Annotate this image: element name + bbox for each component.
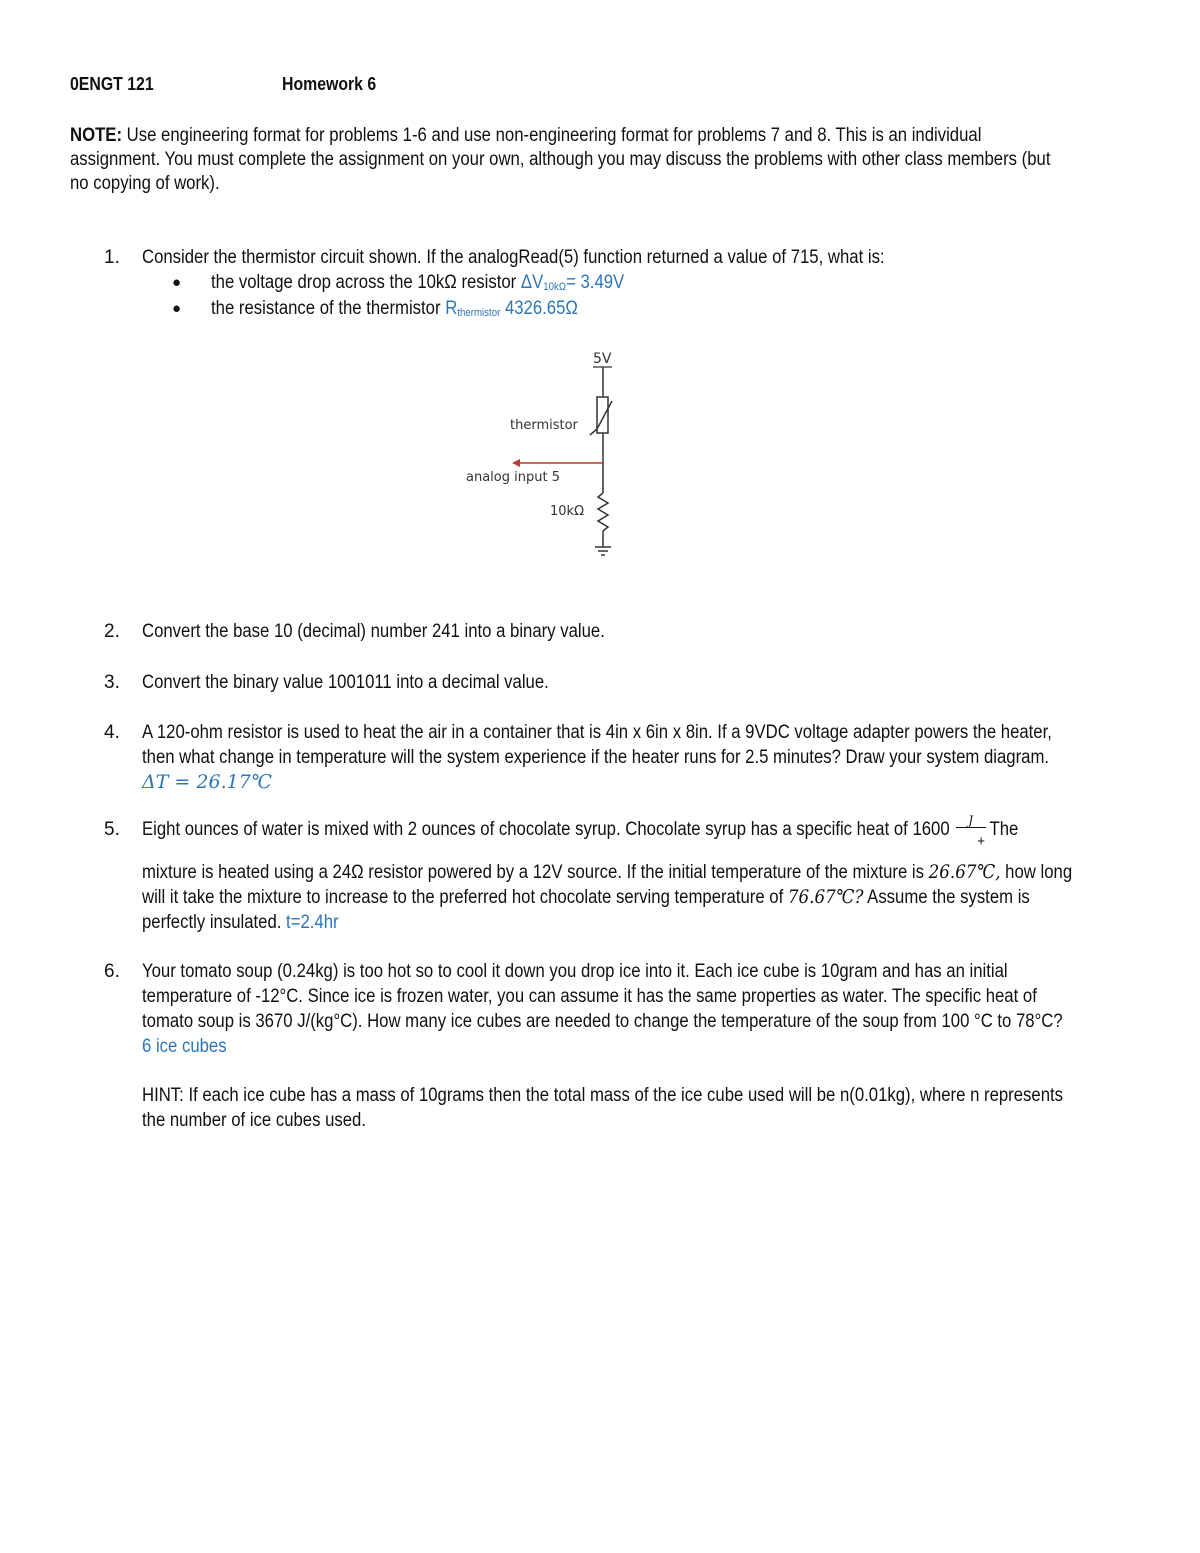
question-text-line-2: temperature of -12°C. Since ice is frozen water, you can assume it has the same properties as water. The specific heat of xyxy=(142,986,1037,1007)
analog-input-label: analog input 5 xyxy=(466,470,560,485)
question-text-line-1: Eight ounces of water is mixed with 2 ounces of chocolate syrup. Chocolate syrup has a specific heat of 1600 xyxy=(142,819,950,840)
temperature-answer: ΔT = 26.17℃ xyxy=(142,771,273,793)
voltage-answer: ΔV10kΩ= 3.49V xyxy=(520,272,625,293)
serving-temperature: 76.67℃? xyxy=(787,886,864,908)
note-line-2: assignment. You must complete the assignment on your own, although you may discuss the problems with other class members (but xyxy=(70,149,1051,170)
question-text-line-3-end: Assume the system is xyxy=(867,887,1030,908)
question-number: 1. xyxy=(104,247,120,268)
question-text-line-1: Your tomato soup (0.24kg) is too hot so to cool it down you drop ice into it. Each ice cube is 10gram and has an initial xyxy=(142,961,1008,982)
note-paragraph xyxy=(70,124,1200,196)
question-text-line-2-end: how long xyxy=(1005,862,1073,883)
thermistor-circuit-diagram xyxy=(456,345,656,570)
question-number: 4. xyxy=(104,722,120,743)
question-text-line-2: mixture is heated using a 24Ω resistor powered by a 12V source. If the initial temperature of the mixture is xyxy=(142,862,925,883)
homework-title: Homework 6 xyxy=(282,74,377,94)
ground-icon xyxy=(595,547,611,555)
initial-temperature: 26.67℃, xyxy=(928,861,1001,883)
question-text: Consider the thermistor circuit shown. If the analogRead(5) function returned a value of 715, what is: xyxy=(142,247,885,268)
specific-heat-unit-fraction: J + xyxy=(954,817,989,837)
note-line-1: Use engineering format for problems 1-6 and use non-engineering format for problems 7 and 8. This is an individual xyxy=(126,125,982,146)
question-text: Convert the base 10 (decimal) number 241 into a binary value. xyxy=(142,621,605,642)
question-text-line-1-end: The xyxy=(989,819,1019,840)
question-text-line-3: will it take the mixture to increase to the preferred hot chocolate serving temperature of xyxy=(142,887,784,908)
thermistor-symbol xyxy=(590,397,612,435)
bullet-icon: ● xyxy=(172,274,182,291)
question-text-line-3: tomato soup is 3670 J/(kg°C). How many ice cubes are needed to change the temperature of the soup from 100 °C to 78°C? xyxy=(142,1011,1063,1032)
hint-line-2: the number of ice cubes used. xyxy=(142,1110,367,1131)
resistor-symbol xyxy=(598,493,608,531)
question-text: Convert the binary value 1001011 into a decimal value. xyxy=(142,672,549,693)
course-code: 0ENGT 121 xyxy=(70,74,154,94)
hint-line-1: HINT: If each ice cube has a mass of 10grams then the total mass of the ice cube used will be n(0.01kg), where n represents xyxy=(142,1085,1064,1106)
thermistor-label: thermistor xyxy=(510,418,578,433)
header xyxy=(70,74,377,95)
arrow-left-icon xyxy=(512,459,520,467)
time-answer: t=2.4hr xyxy=(286,912,339,933)
bullet-text: the resistance of the thermistor xyxy=(211,298,441,319)
resistor-label: 10kΩ xyxy=(550,504,585,519)
question-number: 2. xyxy=(104,621,120,642)
question-text-line-2: then what change in temperature will the system experience if the heater runs for 2.5 minutes? Draw your system diagram. xyxy=(142,747,1050,768)
bullet-icon: ● xyxy=(172,300,182,317)
question-number: 5. xyxy=(104,819,120,840)
resistance-answer: Rthermistor 4326.65Ω xyxy=(445,298,578,319)
question-number: 6. xyxy=(104,961,120,982)
question-text-line-4: perfectly insulated. xyxy=(142,912,282,933)
ice-cubes-answer: 6 ice cubes xyxy=(142,1036,227,1057)
question-text-line-1: A 120-ohm resistor is used to heat the air in a container that is 4in x 6in x 8in. If a 9VDC voltage adapter powers the heater, xyxy=(142,722,1052,743)
supply-label: 5V xyxy=(593,351,612,367)
question-number: 3. xyxy=(104,672,120,693)
bullet-text: the voltage drop across the 10kΩ resistor xyxy=(211,272,517,293)
note-line-3: no copying of work). xyxy=(70,173,220,194)
note-label: NOTE: xyxy=(70,125,123,146)
